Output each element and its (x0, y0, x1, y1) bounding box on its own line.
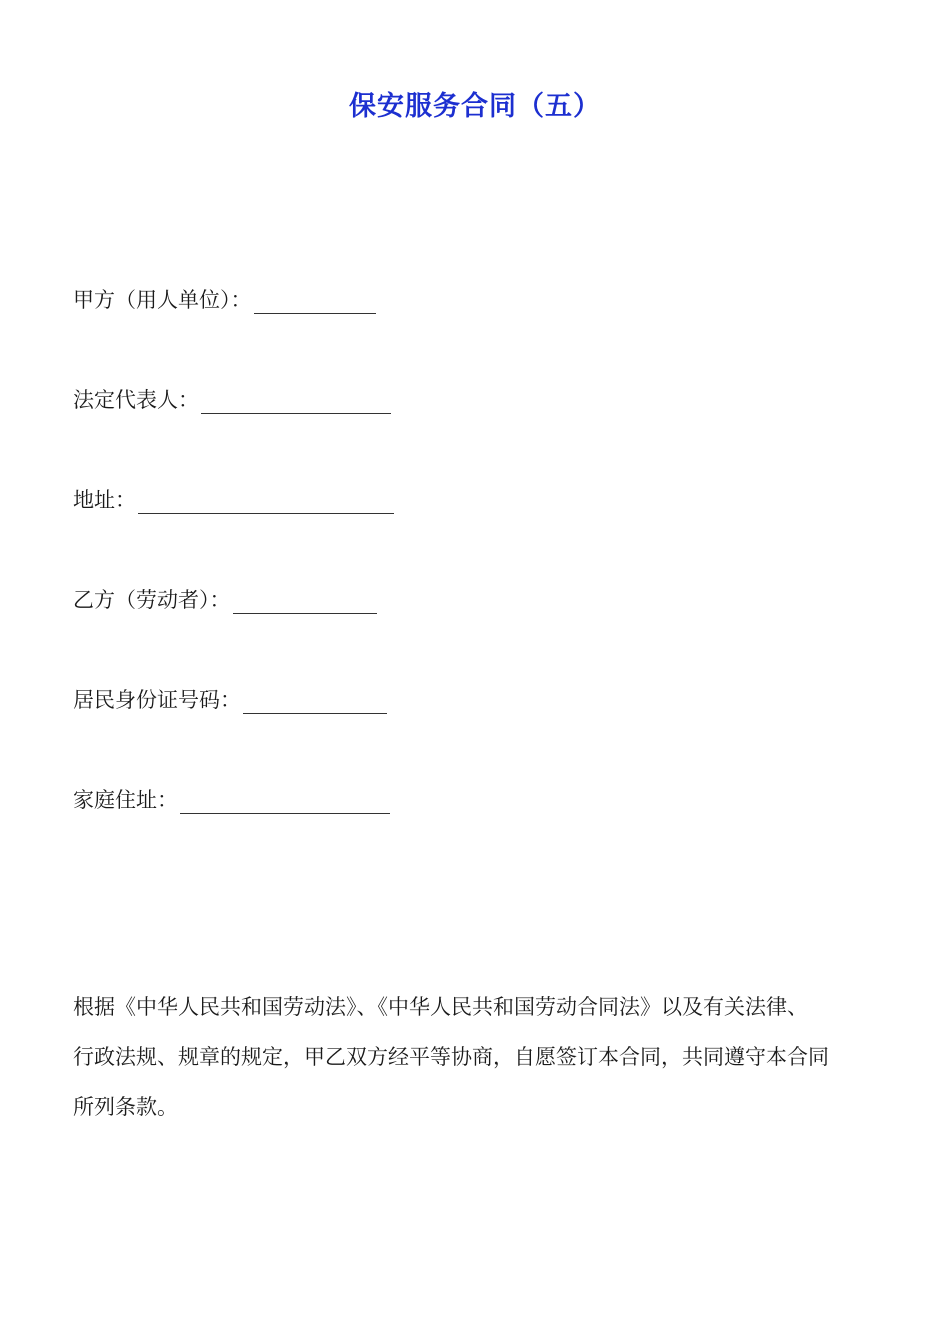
address-field (73, 486, 394, 514)
preamble-line: 根据《中华人民共和国劳动法》、《中华人民共和国劳动合同法》以及有关法律、 (73, 995, 808, 1019)
party-a-field (73, 286, 376, 314)
party-b-label: 乙方（劳动者）： (73, 588, 231, 612)
id-number-label: 居民身份证号码： (73, 688, 241, 712)
party-b-blank[interactable] (233, 593, 377, 614)
legal-representative-label: 法定代表人： (73, 388, 199, 412)
home-address-field (73, 786, 390, 814)
preamble-paragraph (73, 982, 883, 1132)
party-b-field (73, 586, 377, 614)
preamble-line: 行政法规、规章的规定，甲乙双方经平等协商，自愿签订本合同，共同遵守本合同 (73, 1045, 829, 1069)
home-address-label: 家庭住址： (73, 788, 178, 812)
address-blank[interactable] (138, 493, 394, 514)
id-number-blank[interactable] (243, 693, 387, 714)
preamble-line: 所列条款。 (73, 1095, 178, 1119)
document-title: 保安服务合同（五） (349, 91, 601, 122)
legal-representative-field (73, 386, 391, 414)
party-a-blank[interactable] (254, 293, 376, 314)
home-address-blank[interactable] (180, 793, 390, 814)
party-a-label: 甲方（用人单位）： (73, 288, 252, 312)
id-number-field (73, 686, 387, 714)
legal-representative-blank[interactable] (201, 393, 391, 414)
address-label: 地址： (73, 488, 136, 512)
